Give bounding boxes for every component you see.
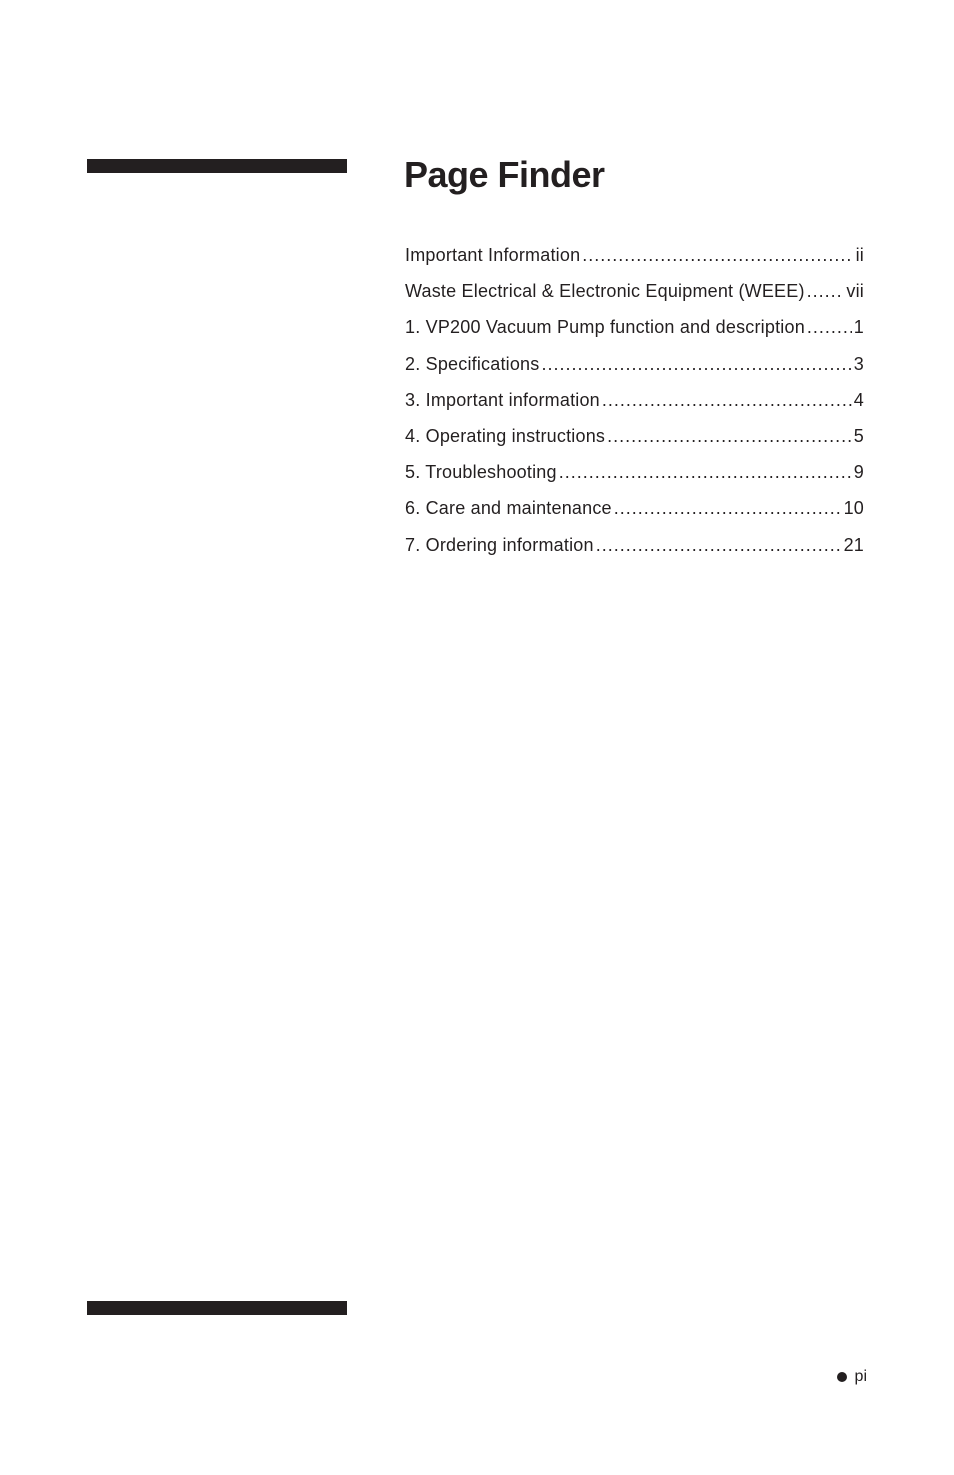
toc-entry-page: ii [855,245,864,265]
toc-entry-label: Important Information [405,245,581,265]
toc-dot-leader [559,458,852,486]
page-number: pi [854,1368,867,1385]
toc-entry-important-info-section[interactable] [405,386,864,422]
toc-dot-leader [607,422,852,450]
toc-entry-label: 6. Care and maintenance [405,498,612,519]
toc-entry-label: 7. Ordering information [405,534,594,555]
toc-entry-page: 1 [853,317,864,338]
toc-entry-troubleshooting[interactable] [405,458,864,494]
toc-entry-label: 4. Operating instructions [405,425,606,446]
bottom-rule-bar [87,1301,347,1315]
toc-entry-page: 5 [853,425,864,446]
toc-dot-leader [614,494,842,522]
toc-entry-page: 10 [843,498,864,519]
toc-entry-label: Waste Electrical & Electronic Equipment (WEEE) [405,281,805,302]
toc-entry-operating-instructions[interactable] [405,422,864,458]
page-title: Page Finder [404,154,605,195]
toc-entry-label: 5. Troubleshooting [405,462,557,483]
toc-entry-page: 9 [853,462,864,483]
toc-dot-leader [541,350,851,378]
toc-dot-leader [807,313,852,341]
toc-dot-leader [602,386,852,414]
toc-entry-page: 3 [853,353,864,374]
toc-entry-care-maintenance[interactable] [405,494,864,530]
toc-dot-leader [582,241,853,269]
toc-entry-label: 1. VP200 Vacuum Pump function and description [405,317,805,338]
toc-entry-important-information[interactable] [405,241,864,277]
toc-entry-label: 2. Specifications [405,353,540,374]
toc-entry-page: vii [846,281,864,302]
toc-entry-pump-function[interactable] [405,313,864,349]
page-footer [837,1366,867,1388]
top-rule-bar [87,159,347,173]
toc-dot-leader [807,277,845,305]
table-of-contents [405,241,864,567]
toc-entry-weee[interactable] [405,277,864,313]
toc-dot-leader [596,531,842,559]
toc-entry-ordering-information[interactable] [405,531,864,567]
toc-entry-page: 21 [843,534,864,555]
toc-entry-label: 3. Important information [405,389,600,410]
toc-entry-specifications[interactable] [405,350,864,386]
filled-circle-icon [837,1372,847,1382]
toc-entry-page: 4 [853,389,864,410]
